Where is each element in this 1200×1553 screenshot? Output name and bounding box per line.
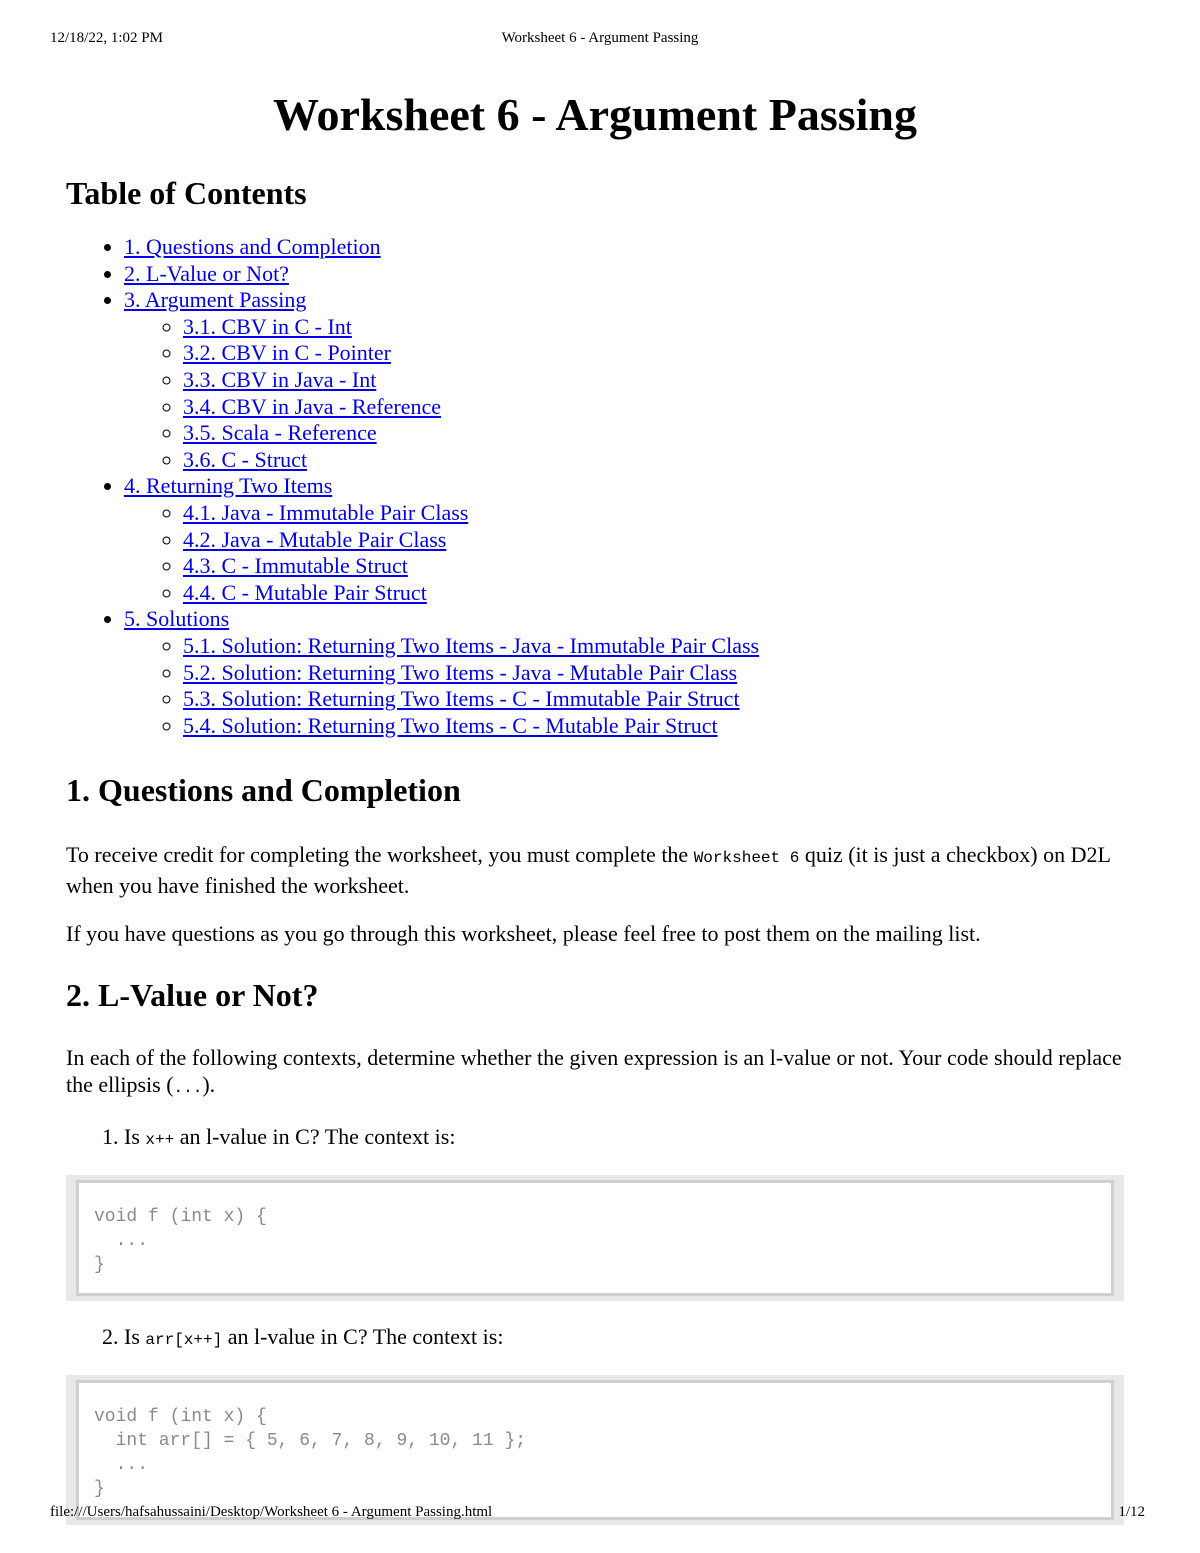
toc-item [124,234,1124,261]
toc-link-3-5[interactable]: 3.5. Scala - Reference [183,420,377,446]
toc-subitem [183,633,1124,660]
section-1-heading: 1. Questions and Completion [66,772,461,809]
text: ). [202,1072,216,1098]
toc-link-5[interactable]: 5. Solutions [124,606,230,632]
question-text [124,1323,1124,1354]
page-number: 1/12 [1118,1504,1145,1520]
table-of-contents [66,234,1124,739]
toc-subitem [183,580,1124,607]
print-header [50,28,1150,52]
text: To receive credit for completing the worksheet, you must complete the [66,842,694,868]
toc-sublist [124,314,1124,474]
toc-item [124,261,1124,288]
code-block [66,1175,1124,1301]
text: In each of the following contexts, determine whether the given expression is an l-value or not. Your code should replace the ellipsis ( [66,1045,1122,1098]
print-date: 12/18/22, 1:02 PM [50,30,163,46]
toc-link-3-3[interactable]: 3.3. CBV in Java - Int [183,366,377,392]
code-block [66,1375,1124,1525]
toc-subitem [183,713,1124,740]
toc-link-1[interactable]: 1. Questions and Completion [124,234,381,259]
code-snippet: void f (int x) { ... } [76,1180,1114,1296]
toc-subitem [183,686,1124,713]
toc-link-4-1[interactable]: 4.1. Java - Immutable Pair Class [183,499,469,525]
toc-link-5-4[interactable]: 5.4. Solution: Returning Two Items - C - Mutable Pair Struct [183,712,718,738]
toc-link-5-1[interactable]: 5.1. Solution: Returning Two Items - Java - Immutable Pair Class [183,632,760,658]
section-1-paragraph-credit [66,841,1124,899]
toc-subitem [183,340,1124,367]
text: Is [124,1324,146,1350]
toc-link-4-4[interactable]: 4.4. C - Mutable Pair Struct [183,579,427,605]
inline-code: arr[x++] [145,1331,223,1350]
toc-link-5-3[interactable]: 5.3. Solution: Returning Two Items - C - Immutable Pair Struct [183,686,740,712]
toc-sublist [124,500,1124,606]
toc-link-4-2[interactable]: 4.2. Java - Mutable Pair Class [183,526,447,552]
toc-link-5-2[interactable]: 5.2. Solution: Returning Two Items - Java - Mutable Pair Class [183,659,738,685]
section-1-paragraph-questions: If you have questions as you go through this worksheet, please feel free to post them on the mailing list. [66,921,981,947]
code-snippet: void f (int x) { int arr[] = { 5, 6, 7, 8, 9, 10, 11 }; ... } [76,1380,1114,1520]
text: an l-value in C? The context is: [222,1324,504,1350]
toc-link-3-2[interactable]: 3.2. CBV in C - Pointer [183,340,392,366]
toc-item [124,473,1124,606]
toc-subitem [183,367,1124,394]
toc-link-2[interactable]: 2. L-Value or Not? [124,260,289,286]
toc-link-3-4[interactable]: 3.4. CBV in Java - Reference [183,393,442,419]
page-title: Worksheet 6 - Argument Passing [273,89,917,140]
question-list [66,1123,1124,1525]
inline-code: Worksheet 6 [693,849,800,868]
toc-subitem [183,660,1124,687]
toc-link-3[interactable]: 3. Argument Passing [124,287,307,313]
toc-subitem [183,420,1124,447]
toc-link-4-3[interactable]: 4.3. C - Immutable Struct [183,553,408,579]
toc-subitem [183,394,1124,421]
toc-link-4[interactable]: 4. Returning Two Items [124,473,333,499]
toc-item [124,606,1124,739]
toc-link-3-1[interactable]: 3.1. CBV in C - Int [183,313,352,339]
inline-code: ... [173,1079,203,1098]
inline-code: x++ [145,1131,175,1150]
toc-subitem [183,447,1124,474]
text: an l-value in C? The context is: [174,1124,456,1150]
text: Is [124,1124,146,1150]
section-2-heading: 2. L-Value or Not? [66,977,319,1014]
toc-subitem [183,314,1124,341]
toc-subitem [183,500,1124,527]
toc-sublist [124,633,1124,739]
question-item [94,1123,1124,1301]
document-body [66,84,1124,1547]
toc-subitem [183,527,1124,554]
print-footer [50,1504,1150,1528]
toc-subitem [183,553,1124,580]
question-text [124,1123,1124,1154]
toc-link-3-6[interactable]: 3.6. C - Struct [183,446,308,472]
print-title: Worksheet 6 - Argument Passing [501,30,699,46]
toc-item [124,287,1124,473]
section-2-intro [66,1044,1124,1102]
question-item [94,1323,1124,1525]
toc-heading: Table of Contents [66,175,307,211]
file-path: file:///Users/hafsahussaini/Desktop/Worksheet 6 - Argument Passing.html [50,1504,493,1520]
text: quiz (it is just a checkbox) on D2L when you have finished the worksheet. [66,842,1111,899]
